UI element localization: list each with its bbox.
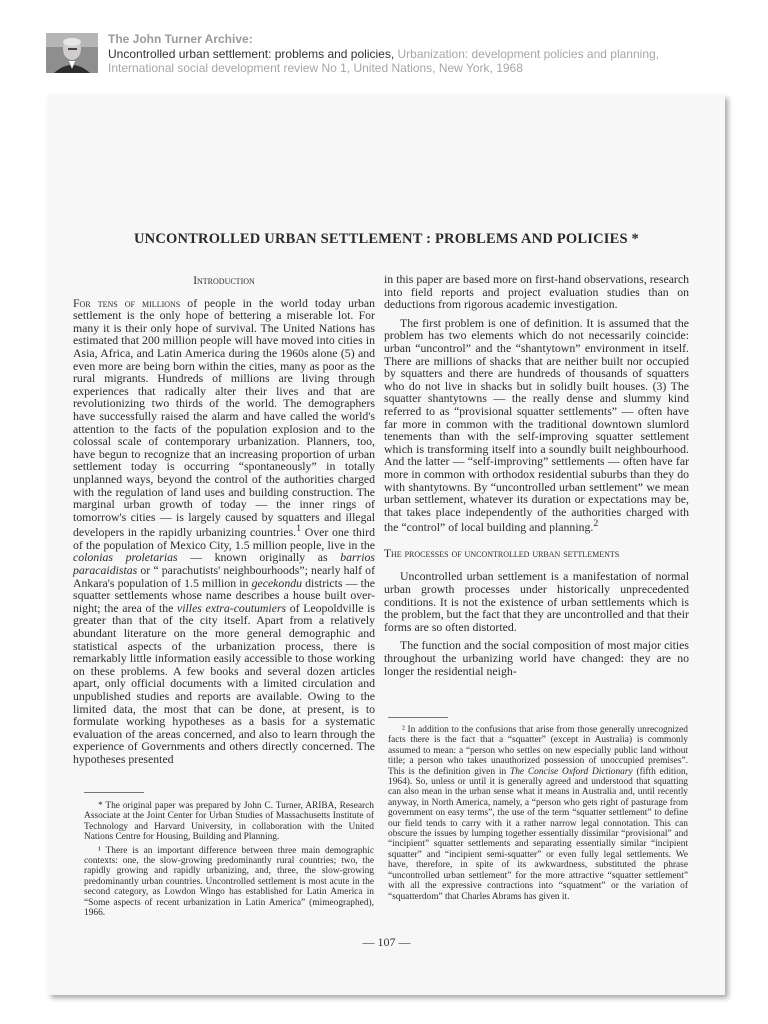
term-barrios: barrios paracaidistas <box>73 550 375 577</box>
archive-name: The John Turner Archive: <box>108 32 253 46</box>
term-villes: villes extra-coutumiers <box>177 600 287 615</box>
footnote-ref-1: 1 <box>296 523 302 535</box>
citation-title: Uncontrolled urban settlement: problems and policies, <box>108 46 395 61</box>
dictionary-title: The Concise Oxford Dictionary <box>510 766 633 777</box>
footnote-divider-right <box>388 717 448 718</box>
archive-header <box>0 0 768 85</box>
term-gecekondu: gecekondu <box>251 575 303 590</box>
right-paragraph-4: The function and the social composition of most major cities throughout the urbanizing world have changed: they are no longer the residential neigh- <box>384 638 689 678</box>
term-colonias: colonias proletarias <box>73 550 178 565</box>
scanned-page <box>48 95 725 995</box>
citation-publication: International social development review No 1, United Nations, New York, 1968 <box>108 61 523 75</box>
right-paragraph-3: Uncontrolled urban settlement is a manifestation of normal urban growth processes under historically unprecedented conditions. It is not the existence of urban settlements which is the problem, but the fact that they are uncontrolled and that their forms are so often distorted. <box>384 569 689 634</box>
footnote-1: ¹ There is an important difference between three main demographic contexts: one, the slow-growing predominantly rural countries; two, the rapidly growing and rapidly urbanizing, and, three, the slow-growing predominantly urban countries. Uncontrolled settlement is most acute in the second category, as Lowdon Wingo has established for Latin America in “Some aspects of recent urbanization in Latin America” (mimeographed), 1966. <box>84 845 374 919</box>
citation-source: Urbanization: development policies and planning, <box>394 46 659 61</box>
footnote-star: * The original paper was prepared by John C. Turner, ARIBA, Research Associate at the Joint Center for Urban Studies of Massachusetts Institute of Technology and Harvard University, in collaboration with the United Nations Centre for Housing, Building and Planning. <box>84 801 374 843</box>
author-portrait <box>46 33 98 73</box>
left-column <box>73 275 375 765</box>
footnote-2-text-b: (fifth edition, 1964). So, unless or until it is generally agreed and understood that squatting can also mean in the urban sense what it means in Australia and, until recently anyway, in North America, namely, a “person who gets right of pasturage from government on easy terms”, the use of the term “squatter settlement” to define our field tends to carry with it a rather narrow legal connotation. This can obscure the issues by lumping together essentially dissimilar “provisional” and “incipient” squatter settlements and separating essentially similar “incipient squatter” and “incipient semi-squatter” or even fully legal settlements. We have, therefore, in spite of its awkwardness, substituted the phrase “uncontrolled urban settlement” for the more attractive “squatter settlement” with all the expressive contractions into “squatment” or the variation of “squatterdom” that Charles Abrams has given it. <box>388 766 688 902</box>
intro-text-a: of people in the world today urban settlement is the only hope of bettering a miserable lot. For many it is their only hope of survival. The United Nations has estimated that 200 million people will have moved into cities in Asia, Africa, and Latin America during the 1960s alone (5) and even more are being born within the cities, many as poor as the rural migrants. Hundreds of millions are living through experiences that radically alter their lives and that are revolutionizing two thirds of the world. The demographers have successfully raised the alarm and have called the world's attention to the facts of the population explosion and to the colossal scale of contemporary urbanization. Planners, too, have begun to recognize that an increasing proportion of urban settlement today is occurring “spontaneously” in totally unplanned ways, beyond the control of the authorities charged with the regulation of land uses and building construction. The marginal urban growth of today — the inner rings of tomorrow's cities — is largely caused by squatters and illegal developers in the rapidly urbanizing countries. <box>73 295 375 540</box>
intro-text-c: — known originally as <box>177 550 341 565</box>
footnote-2-text-a: ² In addition to the confusions that arise from those generally unrecognized facts there is the fact that a “squatter” (except in Australia) is commonly assumed to mean: a “person who settles on new especially public land without title; a person who takes unauthorized possession of unoccupied premises”. This is the definition given in <box>388 725 688 777</box>
portrait-photo-icon <box>46 33 98 73</box>
lead-in: For tens of millions <box>73 295 181 310</box>
document-citation <box>108 47 748 62</box>
intro-text-b: Over one third of the population of Mexico City, 1.5 million people, live in the <box>73 525 375 552</box>
page-title: UNCONTROLLED URBAN SETTLEMENT : PROBLEMS AND POLICIES * <box>133 231 640 247</box>
right-paragraph-2 <box>384 317 689 534</box>
right-column <box>384 273 689 677</box>
introduction-heading: Introduction <box>193 275 255 287</box>
intro-text-d: or “ parachutists' neighbourhoods”; nearly half of Ankara's population of 1.5 million in <box>73 562 375 590</box>
footnotes-right <box>388 725 688 902</box>
footnotes-left <box>84 801 374 918</box>
footnote-ref-2: 2 <box>593 518 599 530</box>
right-paragraph-1: in this paper are based more on first-hand observations, research into field reports and project evaluation studies than on deductions from rigorous academic investigation. <box>384 272 689 312</box>
definition-text: The first problem is one of definition. It is assumed that the problem has two elements which do not necessarily coincide: urban “uncontrol” and the “shantytown” environment in itself. There are millions of shacks that are neither built nor occupied by squatters and there are hundreds of thousands of squatters who do not live in shacks but in solidly built houses. (3) The squatter shantytowns — the really dense and slummy kind referred to as “provisional squatter settlements” — often have far more in common with the traditional downtown slumlord tenements than with the self-improving squatter settlement which is transforming itself into a soundly built neighbourhood. And the latter — “self-improving” settlements — often have far more in common with orthodox residential suburbs than they do with shantytowns. By “uncontrolled urban settlement” we mean urban settlement, whatever its duration or expectations may be, that takes place independently of the authorities charged with the “control” of local building and planning. <box>384 315 689 535</box>
intro-text-e: districts — the squatter settlements whose name describes a house built over-night; the area of the <box>73 575 376 615</box>
archive-header-text <box>108 32 748 76</box>
footnote-2 <box>388 725 688 902</box>
footnote-divider-left <box>84 792 144 793</box>
intro-text-f: of Leopoldville is greater than that of the city itself. Apart from a relatively abundant literature on the more general demographic and statistical aspects of the urbanization process, there is remarkably little information easily accessible to those working on these problems. A few books and several dozen articles apart, only official documents with a limited circulation and unpublished studies and reports are available. Owing to the limited data, the most that can be done, at present, is to formulate working hypotheses as a basis for a systematic evaluation of the areas concerned, and also to learn through the experience of Governments and others directly concerned. The hypotheses presented <box>73 600 376 766</box>
intro-paragraph <box>73 297 375 766</box>
page-number: — 107 — <box>362 935 411 949</box>
processes-heading: The processes of uncontrolled urban settlements <box>384 547 620 560</box>
